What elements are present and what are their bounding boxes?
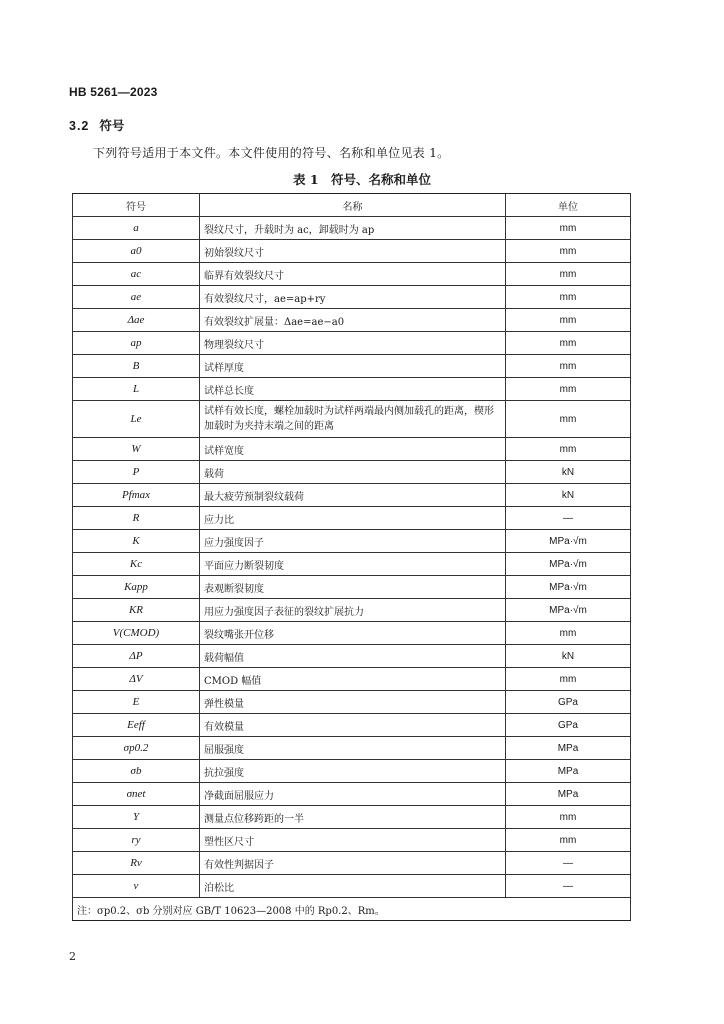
symbol-cell: V(CMOD) [73,622,200,645]
symbol-cell: K [73,530,200,553]
table-row [73,622,631,645]
unit-cell: kN [506,484,631,507]
symbol-cell: σp0.2 [73,737,200,760]
symbol-cell: Eeff [73,714,200,737]
name-cell: 临界有效裂纹尺寸 [200,263,506,286]
name-cell: 有效模量 [200,714,506,737]
name-cell: 物理裂纹尺寸 [200,332,506,355]
table-row [73,461,631,484]
symbol-cell: W [73,438,200,461]
header-unit: 单位 [506,194,631,217]
intro-paragraph: 下列符号适用于本文件。本文件使用的符号、名称和单位见表 1。 [93,146,450,160]
table-row [73,484,631,507]
name-cell: 抗拉强度 [200,760,506,783]
table-row [73,355,631,378]
table-note: 注：σp0.2、σb 分别对应 GB/T 10623—2008 中的 Rp0.2、Rm。 [73,898,631,921]
unit-cell: mm [506,622,631,645]
symbol-cell: ν [73,875,200,898]
unit-cell: MPa·√m [506,530,631,553]
table-row [73,714,631,737]
name-cell: 载荷 [200,461,506,484]
symbol-cell: R [73,507,200,530]
unit-cell: kN [506,645,631,668]
symbol-cell: ry [73,829,200,852]
name-cell: 试样厚度 [200,355,506,378]
unit-cell: mm [506,806,631,829]
unit-cell: MPa [506,760,631,783]
table-row [73,668,631,691]
table-row [73,852,631,875]
name-cell: 表观断裂韧度 [200,576,506,599]
unit-cell: — [506,507,631,530]
table-row [73,217,631,240]
table-row [73,286,631,309]
symbol-cell: ap [73,332,200,355]
unit-cell: GPa [506,714,631,737]
unit-cell: mm [506,668,631,691]
table-row [73,263,631,286]
table-row [73,438,631,461]
unit-cell: mm [506,829,631,852]
name-cell: 测量点位移跨距的一半 [200,806,506,829]
table-row [73,530,631,553]
symbol-cell: KR [73,599,200,622]
table-row [73,553,631,576]
table-row [73,737,631,760]
symbol-cell: ΔP [73,645,200,668]
name-cell: 初始裂纹尺寸 [200,240,506,263]
table-row [73,309,631,332]
symbol-cell: Y [73,806,200,829]
unit-cell: MPa·√m [506,576,631,599]
name-cell: 有效性判据因子 [200,852,506,875]
unit-cell: MPa·√m [506,599,631,622]
table-header-row [73,194,631,217]
name-cell: 泊松比 [200,875,506,898]
section-heading [69,116,124,134]
unit-cell: mm [506,309,631,332]
table-row [73,806,631,829]
table-row [73,401,631,438]
table-row [73,691,631,714]
name-cell: 应力强度因子 [200,530,506,553]
name-cell: 用应力强度因子表征的裂纹扩展抗力 [200,599,506,622]
symbol-cell: ae [73,286,200,309]
section-title: 符号 [99,118,125,133]
symbol-cell: ac [73,263,200,286]
name-cell: 有效裂纹尺寸，ae=ap+ry [200,286,506,309]
symbol-cell: Kapp [73,576,200,599]
symbol-cell: a [73,217,200,240]
unit-cell: — [506,852,631,875]
section-number: 3.2 [69,119,90,133]
page-number: 2 [69,950,76,963]
name-cell: 有效裂纹扩展量：Δae=ae−a0 [200,309,506,332]
name-cell: 载荷幅值 [200,645,506,668]
symbol-cell: Pfmax [73,484,200,507]
symbol-cell: P [73,461,200,484]
table-row [73,240,631,263]
symbol-cell: σnet [73,783,200,806]
table-row [73,599,631,622]
table-row [73,783,631,806]
table-row [73,576,631,599]
unit-cell: mm [506,240,631,263]
name-cell: 平面应力断裂韧度 [200,553,506,576]
name-cell: 试样有效长度，螺栓加载时为试样两端最内侧加载孔的距离，楔形加载时为夹持末端之间的距离 [200,401,506,438]
unit-cell: MPa [506,783,631,806]
name-cell: 应力比 [200,507,506,530]
unit-cell: mm [506,378,631,401]
table-row [73,875,631,898]
unit-cell: GPa [506,691,631,714]
header-symbol: 符号 [73,194,200,217]
table-row [73,829,631,852]
symbol-cell: B [73,355,200,378]
name-cell: 试样总长度 [200,378,506,401]
unit-cell: mm [506,438,631,461]
symbol-cell: σb [73,760,200,783]
unit-cell: mm [506,332,631,355]
symbol-cell: E [73,691,200,714]
name-cell: 净截面屈服应力 [200,783,506,806]
symbol-cell: Rv [73,852,200,875]
symbol-cell: Δae [73,309,200,332]
symbols-table [72,193,631,921]
unit-cell: mm [506,263,631,286]
name-cell: 裂纹尺寸，升载时为 ac，卸载时为 ap [200,217,506,240]
symbol-cell: ΔV [73,668,200,691]
unit-cell: mm [506,217,631,240]
unit-cell: — [506,875,631,898]
table-caption: 表 1 符号、名称和单位 [292,172,432,187]
unit-cell: mm [506,286,631,309]
unit-cell: MPa [506,737,631,760]
table-row [73,378,631,401]
standard-code: HB 5261—2023 [69,85,158,99]
table-row [73,507,631,530]
name-cell: CMOD 幅值 [200,668,506,691]
unit-cell: mm [506,401,631,438]
header-name: 名称 [200,194,506,217]
name-cell: 试样宽度 [200,438,506,461]
table-note-row [73,898,631,921]
symbol-cell: Le [73,401,200,438]
name-cell: 弹性模量 [200,691,506,714]
table-row [73,645,631,668]
symbol-cell: Kc [73,553,200,576]
unit-cell: MPa·√m [506,553,631,576]
unit-cell: kN [506,461,631,484]
unit-cell: mm [506,355,631,378]
name-cell: 裂纹嘴张开位移 [200,622,506,645]
table-row [73,760,631,783]
symbol-cell: L [73,378,200,401]
table-row [73,332,631,355]
name-cell: 最大疲劳预制裂纹载荷 [200,484,506,507]
name-cell: 屈服强度 [200,737,506,760]
name-cell: 塑性区尺寸 [200,829,506,852]
symbol-cell: a0 [73,240,200,263]
